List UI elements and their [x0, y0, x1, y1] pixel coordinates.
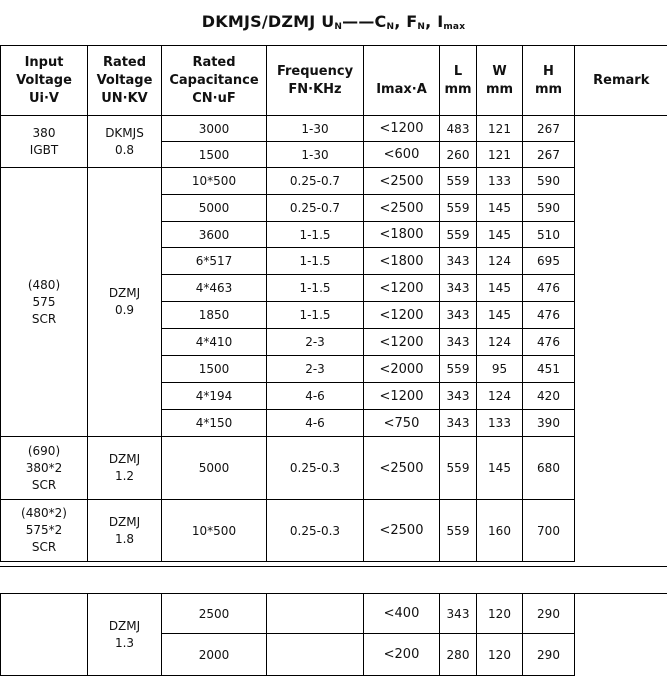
height-cell: 476 — [523, 275, 575, 302]
width-cell: 133 — [477, 410, 523, 437]
frequency-cell: 2-3 — [267, 356, 364, 383]
width-cell: 145 — [477, 302, 523, 329]
frequency-cell — [267, 594, 364, 634]
imax-cell: <1800 — [364, 248, 440, 275]
capacitance-cell: 1500 — [162, 356, 267, 383]
width-cell: 145 — [477, 437, 523, 500]
imax-cell: <1200 — [364, 275, 440, 302]
length-cell: 260 — [440, 142, 477, 168]
frequency-cell: 1-1.5 — [267, 275, 364, 302]
length-cell: 343 — [440, 383, 477, 410]
title-cn-sub: N — [386, 22, 395, 32]
table-gap — [0, 566, 667, 595]
frequency-cell: 1-30 — [267, 142, 364, 168]
input-voltage-cell: (480*2) 575*2 SCR — [1, 500, 88, 562]
length-cell: 343 — [440, 275, 477, 302]
height-cell: 267 — [523, 142, 575, 168]
rated-voltage-cell: DZMJ 1.8 — [88, 500, 162, 562]
table-row — [1, 594, 667, 634]
width-cell: 124 — [477, 329, 523, 356]
header-remark: Remark — [575, 46, 667, 116]
width-cell: 121 — [477, 142, 523, 168]
width-cell: 160 — [477, 500, 523, 562]
title-un-sub: N — [334, 22, 343, 32]
frequency-cell: 2-3 — [267, 329, 364, 356]
height-cell: 290 — [523, 634, 575, 676]
header-w: W mm — [477, 46, 523, 116]
header-rated-voltage: Rated Voltage UN·KV — [88, 46, 162, 116]
capacitance-cell: 4*410 — [162, 329, 267, 356]
height-cell: 510 — [523, 222, 575, 248]
height-cell: 680 — [523, 437, 575, 500]
title-imax-sub: max — [443, 22, 466, 32]
table-row — [1, 168, 667, 195]
capacitance-cell: 1500 — [162, 142, 267, 168]
table-row — [1, 116, 667, 142]
input-voltage-cell: (690) 380*2 SCR — [1, 437, 88, 500]
length-cell: 343 — [440, 248, 477, 275]
height-cell: 476 — [523, 302, 575, 329]
height-cell: 267 — [523, 116, 575, 142]
height-cell: 451 — [523, 356, 575, 383]
length-cell: 280 — [440, 634, 477, 676]
table-row — [1, 500, 667, 562]
capacitance-cell: 4*194 — [162, 383, 267, 410]
frequency-cell: 1-30 — [267, 116, 364, 142]
width-cell: 124 — [477, 248, 523, 275]
height-cell: 476 — [523, 329, 575, 356]
rated-voltage-cell: DKMJS 0.8 — [88, 116, 162, 168]
frequency-cell: 4-6 — [267, 410, 364, 437]
rated-voltage-cell: DZMJ 1.2 — [88, 437, 162, 500]
imax-cell: <200 — [364, 634, 440, 676]
length-cell: 559 — [440, 356, 477, 383]
capacitance-cell: 4*150 — [162, 410, 267, 437]
capacitance-cell: 5000 — [162, 437, 267, 500]
input-voltage-cell: (480) 575 SCR — [1, 168, 88, 437]
imax-cell: <1200 — [364, 383, 440, 410]
capacitance-cell: 10*500 — [162, 500, 267, 562]
header-frequency: Frequency FN·KHz — [267, 46, 364, 116]
table-row — [1, 437, 667, 500]
title-sep: , I — [425, 12, 444, 31]
header-row — [1, 46, 667, 116]
header-input-voltage: Input Voltage Ui·V — [1, 46, 88, 116]
imax-cell: <750 — [364, 410, 440, 437]
length-cell: 343 — [440, 302, 477, 329]
imax-cell: <2000 — [364, 356, 440, 383]
remark-cell — [575, 594, 667, 676]
capacitance-cell: 4*463 — [162, 275, 267, 302]
width-cell: 145 — [477, 222, 523, 248]
spec-table-2 — [0, 593, 667, 676]
capacitance-cell: 6*517 — [162, 248, 267, 275]
page-title — [0, 0, 667, 44]
width-cell: 95 — [477, 356, 523, 383]
length-cell: 559 — [440, 222, 477, 248]
capacitance-cell: 10*500 — [162, 168, 267, 195]
capacitance-cell: 3600 — [162, 222, 267, 248]
frequency-cell: 1-1.5 — [267, 302, 364, 329]
remark-cell — [575, 116, 667, 562]
rated-voltage-cell: DZMJ 1.3 — [88, 594, 162, 676]
frequency-cell: 0.25-0.3 — [267, 437, 364, 500]
imax-cell: <600 — [364, 142, 440, 168]
imax-cell: <1200 — [364, 329, 440, 356]
length-cell: 343 — [440, 329, 477, 356]
title-dash: ——C — [342, 12, 387, 31]
imax-cell: <400 — [364, 594, 440, 634]
imax-cell: <1200 — [364, 116, 440, 142]
width-cell: 124 — [477, 383, 523, 410]
length-cell: 559 — [440, 168, 477, 195]
rated-voltage-cell: DZMJ 0.9 — [88, 168, 162, 437]
input-voltage-cell — [1, 594, 88, 676]
header-l: L mm — [440, 46, 477, 116]
height-cell: 590 — [523, 195, 575, 222]
length-cell: 559 — [440, 195, 477, 222]
width-cell: 120 — [477, 634, 523, 676]
width-cell: 121 — [477, 116, 523, 142]
length-cell: 483 — [440, 116, 477, 142]
length-cell: 559 — [440, 437, 477, 500]
spec-table — [0, 45, 667, 562]
width-cell: 145 — [477, 275, 523, 302]
input-voltage-cell: 380 IGBT — [1, 116, 88, 168]
title-text: DKMJS/DZMJ U — [201, 12, 335, 31]
height-cell: 695 — [523, 248, 575, 275]
imax-cell: <2500 — [364, 500, 440, 562]
frequency-cell: 4-6 — [267, 383, 364, 410]
capacitance-cell: 2000 — [162, 634, 267, 676]
frequency-cell: 0.25-0.7 — [267, 168, 364, 195]
width-cell: 133 — [477, 168, 523, 195]
title-mid: , F — [394, 12, 418, 31]
header-imax: Imax·A — [364, 46, 440, 116]
height-cell: 700 — [523, 500, 575, 562]
frequency-cell: 1-1.5 — [267, 248, 364, 275]
imax-cell: <2500 — [364, 195, 440, 222]
length-cell: 343 — [440, 410, 477, 437]
height-cell: 590 — [523, 168, 575, 195]
width-cell: 120 — [477, 594, 523, 634]
height-cell: 420 — [523, 383, 575, 410]
capacitance-cell: 5000 — [162, 195, 267, 222]
header-rated-capacitance: Rated Capacitance CN·uF — [162, 46, 267, 116]
capacitance-cell: 3000 — [162, 116, 267, 142]
frequency-cell: 0.25-0.3 — [267, 500, 364, 562]
frequency-cell — [267, 634, 364, 676]
height-cell: 390 — [523, 410, 575, 437]
capacitance-cell: 1850 — [162, 302, 267, 329]
width-cell: 145 — [477, 195, 523, 222]
imax-cell: <1200 — [364, 302, 440, 329]
frequency-cell: 0.25-0.7 — [267, 195, 364, 222]
length-cell: 343 — [440, 594, 477, 634]
length-cell: 559 — [440, 500, 477, 562]
height-cell: 290 — [523, 594, 575, 634]
imax-cell: <1800 — [364, 222, 440, 248]
imax-cell: <2500 — [364, 437, 440, 500]
frequency-cell: 1-1.5 — [267, 222, 364, 248]
title-fn-sub: N — [417, 22, 426, 32]
header-h: H mm — [523, 46, 575, 116]
imax-cell: <2500 — [364, 168, 440, 195]
capacitance-cell: 2500 — [162, 594, 267, 634]
